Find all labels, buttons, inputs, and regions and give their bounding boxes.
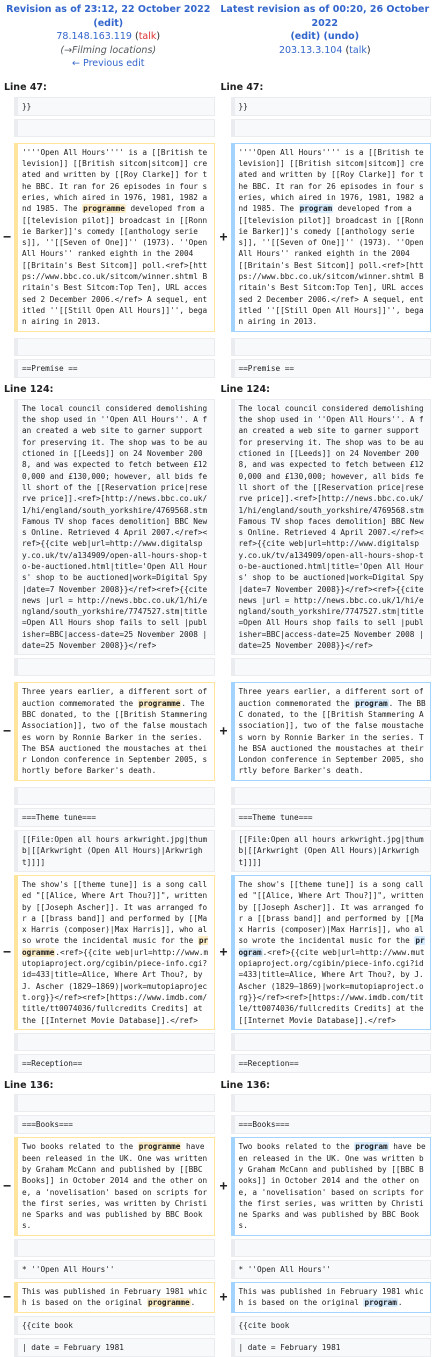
diff-context-row — [0, 658, 433, 676]
new-line-number: Line 136: — [217, 1080, 433, 1091]
diff-context-row — [0, 119, 433, 137]
added-word: program — [239, 936, 425, 956]
deleted-word: programme — [147, 1298, 191, 1307]
diff-context-row — [0, 1239, 433, 1257]
old-revision-link[interactable]: Revision as of 23:12, 22 October 2022 — [6, 4, 210, 15]
old-context-text: {{cite book — [14, 1316, 215, 1335]
old-revision-edit-link[interactable]: (edit) — [93, 18, 123, 29]
new-empty-line — [231, 787, 432, 805]
new-line-number: Line 124: — [217, 384, 433, 395]
added-line-marker: + — [217, 1137, 231, 1235]
old-context-text: [[File:Open all hours arkwright.jpg|thumb|[[Arkwright (Open All Hours)|Arkwright]]]] — [14, 830, 215, 872]
new-empty-line — [231, 1239, 432, 1257]
new-context-text: ==Reception== — [231, 1054, 432, 1073]
deleted-line: Two books related to the programme have been released in the UK. One was written by Graham McCann and published by [[BBC Books]] in October 2014 and the other one, a 'novelisation' based on scripts for the first series, was written by Christine Sparks and was published by BBC Books. — [14, 1137, 215, 1235]
added-line-marker: + — [217, 682, 231, 780]
old-revision-header: Revision as of 23:12, 22 October 2022 (edit) 78.148.163.119 (talk) (→Filming locations) ← Previous edit — [0, 0, 217, 71]
old-context-text: | date = February 1981 — [14, 1338, 215, 1357]
old-empty-line — [14, 787, 215, 805]
deleted-word: programme — [82, 204, 126, 213]
old-empty-line — [14, 1094, 215, 1112]
new-context-text: {{cite book — [231, 1316, 432, 1335]
new-line-number: Line 47: — [217, 82, 433, 93]
new-empty-line — [231, 119, 432, 137]
new-context-text: * ''Open All Hours'' — [231, 1260, 432, 1279]
line-number-row — [0, 1076, 433, 1094]
added-word: program — [354, 1142, 388, 1151]
old-empty-line — [14, 1033, 215, 1051]
deleted-line: Three years earlier, a different sort of auction commemorated the programme. The BBC donated, to the [[British Stammering Association]], two of the false moustaches worn by Ronnie Barker in the series. The BSA auctioned the moustaches at their London conference in September 2005, shortly before Barker's death. — [14, 682, 215, 780]
new-empty-line — [231, 658, 432, 676]
deleted-word: programme — [138, 1142, 182, 1151]
line-number-row — [0, 79, 433, 97]
diff-context-row — [0, 787, 433, 805]
deleted-line: This was published in February 1981 which is based on the original programme. — [14, 1282, 215, 1313]
deleted-line-marker: − — [0, 1282, 14, 1313]
old-line-number: Line 47: — [0, 82, 217, 93]
new-revision-header: Latest revision as of 00:20, 26 October 2022 (edit) (undo) 203.13.3.104 (talk) — [217, 0, 433, 71]
old-line-number: Line 124: — [0, 384, 217, 395]
new-context-text: The local council considered demolishing the shop used in ''Open All Hours''. A fan created a web site to garner support for preserving it. The shop was to be auctioned in [[Leeds]] on 24 November 2008, and was expected to fetch between £120,000 and £130,000; however, all bids fell short of the [[Reservation price|reserve price]].<ref>[http://news.bbc.co.uk/1/hi/england/south_yorkshire/4769568.stm Famous TV shop faces demolition] BBC News Online. Retrieved 4 April 2007.</ref><ref>{{cite web|url=http://www.digitalspy.co.uk/tv/a134909/open-all-hours-shop-to-be-auctioned.html|title='Open All Hours' shop to be auctioned|work=Digital Spy|date=7 November 2008}}</ref><ref>{{cite news |url = http://news.bbc.co.uk/1/hi/england/south_yorkshire/7747527.stm|title=Open All Hours shop fails to sell |publisher=BBC|access-date=25 November 2008 | date=25 November 2008}}</ref> — [231, 399, 432, 656]
deleted-line: The show's [[theme tune]] is a song called "[[Alice, Where Art Thou?]]", written by [[Joseph Ascher]]. It was arranged for a [[brass band]] and performed by [[Max Harris (composer)|Max Harris]], who also wrote the incidental music for the programme.<ref>{{cite web|url=http://www.mutopiaproject.org/cgibin/piece-info.cgi?id=433|title=Alice, Where Art Thou?, by J. Ascher (1829–1869)|work=mutopiaproject.org}}</ref><ref>[https://www.imdb.com/title/tt0074036/fullcredits Credits] at the [[Internet Movie Database]].</ref> — [14, 875, 215, 1030]
old-line-number: Line 136: — [0, 1080, 217, 1091]
new-context-text: ===Theme tune=== — [231, 808, 432, 827]
old-context-text: ===Theme tune=== — [14, 808, 215, 827]
diff-context-row — [0, 808, 433, 827]
old-empty-line — [14, 1239, 215, 1257]
new-context-text: ===Books=== — [231, 1115, 432, 1134]
deleted-line-marker: − — [0, 143, 14, 332]
old-context-text: * ''Open All Hours'' — [14, 1260, 215, 1279]
diff-context-row — [0, 1260, 433, 1279]
added-line: The show's [[theme tune]] is a song called "[[Alice, Where Art Thou?]]", written by [[Joseph Ascher]]. It was arranged for a [[brass band]] and performed by [[Max Harris (composer)|Max Harris]], who also wrote the incidental music for the program.<ref>{{cite web|url=http://www.mutopiaproject.org/cgibin/piece-info.cgi?id=433|title=Alice, Where Art Thou?, by J. Ascher (1829–1869)|work=mutopiaproject.org}}</ref><ref>[https://www.imdb.com/title/tt0074036/fullcredits Credits] at the [[Internet Movie Database]].</ref> — [231, 875, 432, 1030]
diff-change-row — [0, 1282, 433, 1313]
diff-context-row — [0, 338, 433, 356]
added-line-marker: + — [217, 875, 231, 1030]
diff-context-row — [0, 830, 433, 872]
diff-change-row — [0, 875, 433, 1030]
diff-context-row — [0, 1094, 433, 1112]
undo-link[interactable]: (undo) — [324, 31, 360, 42]
diff-change-row — [0, 143, 433, 332]
added-word: program — [299, 204, 333, 213]
diff-context-row — [0, 399, 433, 656]
old-context-text: ==Premise == — [14, 359, 215, 378]
diff-change-row — [0, 682, 433, 780]
old-empty-line — [14, 119, 215, 137]
old-revision-talk-link[interactable]: talk — [139, 31, 157, 42]
new-empty-line — [231, 338, 432, 356]
old-empty-line — [14, 658, 215, 676]
new-revision-talk-link[interactable]: talk — [349, 45, 367, 56]
line-number-row — [0, 381, 433, 399]
diff-header — [0, 0, 433, 71]
old-context-text: }} — [14, 97, 215, 116]
old-context-text: ==Reception== — [14, 1054, 215, 1073]
deleted-line-marker: − — [0, 875, 14, 1030]
new-revision-link[interactable]: Latest revision as of 00:20, 26 October 2022 — [220, 4, 429, 29]
diff-context-row — [0, 1054, 433, 1073]
diff-context-row — [0, 97, 433, 116]
new-revision-user-link[interactable]: 203.13.3.104 — [279, 45, 342, 56]
added-word: program — [363, 1298, 397, 1307]
old-revision-summary: (→Filming locations) — [2, 44, 215, 58]
diff-context-row — [0, 1033, 433, 1051]
new-context-text: [[File:Open all hours arkwright.jpg|thumb|[[Arkwright (Open All Hours)|Arkwright]]]] — [231, 830, 432, 872]
deleted-line-marker: − — [0, 682, 14, 780]
new-empty-line — [231, 1033, 432, 1051]
deleted-line-marker: − — [0, 1137, 14, 1235]
new-context-text: | date = February 1981 — [231, 1338, 432, 1357]
deleted-line: ''''Open All Hours'''' is a [[British television]] [[British sitcom|sitcom]] created and written by [[Roy Clarke]] for the BBC. It ran for 26 episodes in four series, which aired in 1976, 1981, 1982 and 1985. The programme developed from a [[television pilot]] broadcast in [[Ronnie Barker]]'s comedy [[anthology series]], ''[[Seven of One]]'' (1973). ''Open All Hours'' ranked eighth in the 2004 [[Britain's Best Sitcom]] poll.<ref>[https://www.bbc.co.uk/sitcom/winner.shtml Britain's Best Sitcom:Top Ten], URL accessed 2 December 2006.</ref> A sequel, entitled ''[[Still Open All Hours]]'', began airing in 2013. — [14, 143, 215, 332]
diff-context-row — [0, 1338, 433, 1357]
diff-change-row — [0, 1137, 433, 1235]
added-line: ''''Open All Hours'''' is a [[British television]] [[British sitcom|sitcom]] created and written by [[Roy Clarke]] for the BBC. It ran for 26 episodes in four series, which aired in 1976, 1981, 1982 and 1985. The program developed from a [[television pilot]] broadcast in [[Ronnie Barker]]'s comedy [[anthology series]], ''[[Seven of One]]'' (1973). ''Open All Hours'' ranked eighth in the 2004 [[Britain's Best Sitcom]] poll.<ref>[https://www.bbc.co.uk/sitcom/winner.shtml Britain's Best Sitcom:Top Ten], URL accessed 2 December 2006.</ref> A sequel, entitled ''[[Still Open All Hours]]'', began airing in 2013. — [231, 143, 432, 332]
added-line-marker: + — [217, 1282, 231, 1313]
new-revision-edit-link[interactable]: (edit) — [290, 31, 320, 42]
added-line: This was published in February 1981 which is based on the original program. — [231, 1282, 432, 1313]
new-empty-line — [231, 1094, 432, 1112]
added-line-marker: + — [217, 143, 231, 332]
old-context-text: ===Books=== — [14, 1115, 215, 1134]
deleted-word: programme — [138, 699, 182, 708]
old-empty-line — [14, 338, 215, 356]
diff-context-row — [0, 359, 433, 378]
diff-context-row — [0, 1316, 433, 1335]
previous-edit-link[interactable]: ← Previous edit — [72, 58, 144, 69]
new-context-text: }} — [231, 97, 432, 116]
added-line: Two books related to the program have been released in the UK. One was written by Graham McCann and published by [[BBC Books]] in October 2014 and the other one, a 'novelisation' based on scripts for the first series, was written by Christine Sparks and was published by BBC Books. — [231, 1137, 432, 1235]
added-line: Three years earlier, a different sort of auction commemorated the program. The BBC donated, to the [[British Stammering Association]], two of the false moustaches worn by Ronnie Barker in the series. The BSA auctioned the moustaches at their London conference in September 2005, shortly before Barker's death. — [231, 682, 432, 780]
old-revision-user-link[interactable]: 78.148.163.119 — [56, 31, 132, 42]
added-word: program — [354, 699, 388, 708]
deleted-word: programme — [22, 936, 208, 956]
old-context-text: The local council considered demolishing the shop used in ''Open All Hours''. A fan created a web site to garner support for preserving it. The shop was to be auctioned in [[Leeds]] on 24 November 2008, and was expected to fetch between £120,000 and £130,000; however, all bids fell short of the [[Reservation price|reserve price]].<ref>[http://news.bbc.co.uk/1/hi/england/south_yorkshire/4769568.stm Famous TV shop faces demolition] BBC News Online. Retrieved 4 April 2007.</ref><ref>{{cite web|url=http://www.digitalspy.co.uk/tv/a134909/open-all-hours-shop-to-be-auctioned.html|title='Open All Hours' shop to be auctioned|work=Digital Spy|date=7 November 2008}}</ref><ref>{{cite news |url = http://news.bbc.co.uk/1/hi/england/south_yorkshire/7747527.stm|title=Open All Hours shop fails to sell |publisher=BBC|access-date=25 November 2008 | date=25 November 2008}}</ref> — [14, 399, 215, 656]
new-context-text: ==Premise == — [231, 359, 432, 378]
diff-context-row — [0, 1115, 433, 1134]
